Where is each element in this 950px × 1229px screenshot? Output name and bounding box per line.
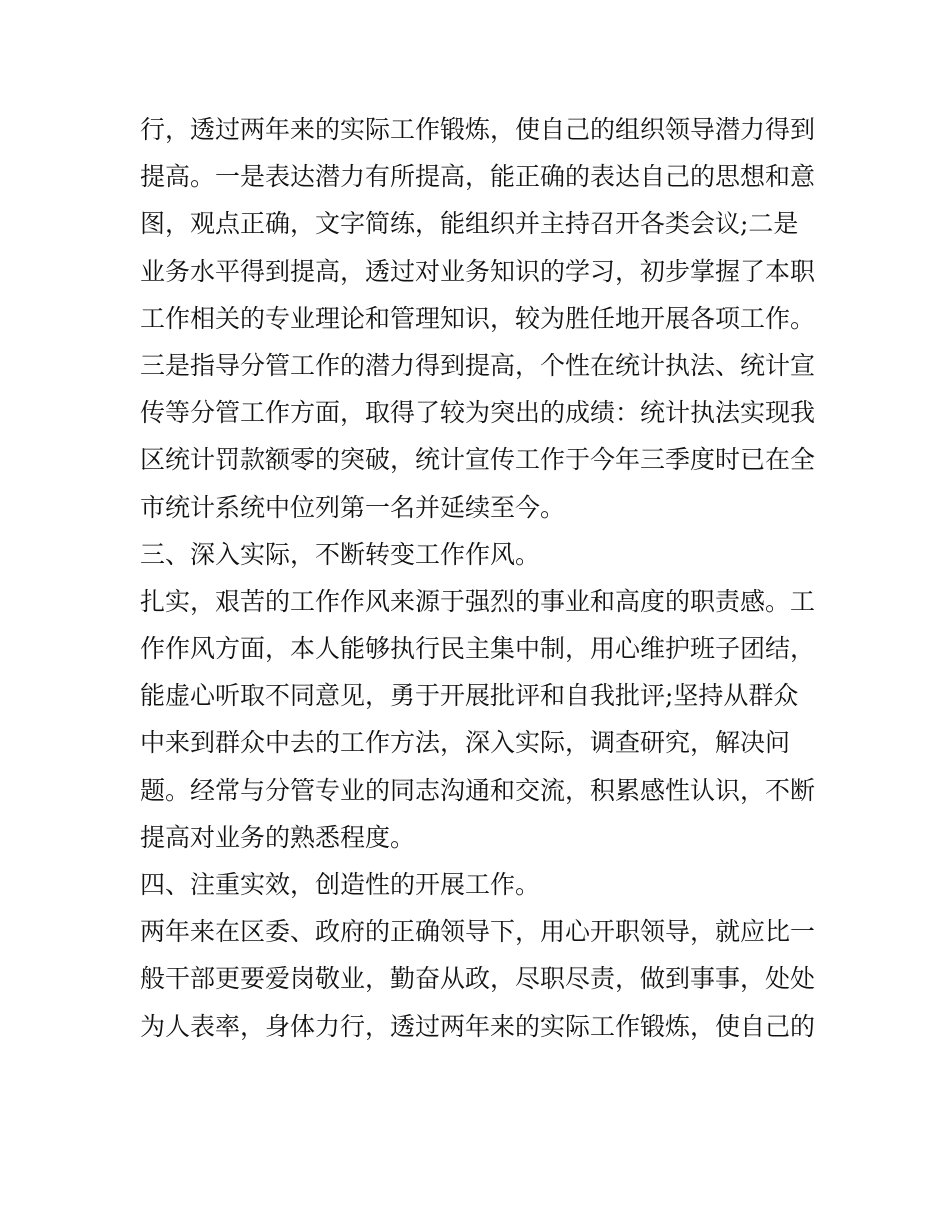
body-line: 提高。一是表达潜力有所提高，能正确的表达自己的思想和意	[140, 162, 816, 192]
body-line: 作作风方面，本人能够执行民主集中制，用心维护班子团结，	[140, 634, 816, 664]
section-heading: 四、注重实效，创造性的开展工作。	[140, 870, 541, 899]
body-line: 工作相关的专业理论和管理知识，较为胜任地开展各项工作。	[140, 303, 816, 333]
body-line: 为人表率，身体力行，透过两年来的实际工作锻炼，使自己的	[140, 1011, 816, 1041]
body-line: 传等分管工作方面，取得了较为突出的成绩：统计执法实现我	[140, 398, 816, 428]
body-line: 三是指导分管工作的潜力得到提高，个性在统计执法、统计宣	[140, 350, 816, 380]
body-line: 区统计罚款额零的突破，统计宣传工作于今年三季度时已在全	[140, 445, 816, 475]
body-line: 能虚心听取不同意见，勇于开展批评和自我批评;坚持从群众	[140, 681, 799, 711]
body-line: 图，观点正确，文字简练，能组织并主持召开各类会议;二是	[140, 209, 799, 239]
body-line: 中来到群众中去的工作方法，深入实际，调查研究，解决问	[140, 728, 791, 758]
body-line: 业务水平得到提高，透过对业务知识的学习，初步掌握了本职	[140, 256, 816, 286]
body-line: 题。经常与分管专业的同志沟通和交流，积累感性认识，不断	[140, 775, 816, 805]
body-line: 提高对业务的熟悉程度。	[140, 822, 416, 852]
body-line: 扎实，艰苦的工作作风来源于强烈的事业和高度的职责感。工	[140, 586, 816, 616]
section-heading: 三、深入实际，不断转变工作作风。	[140, 539, 541, 569]
document-body	[140, 106, 820, 1050]
body-line: 般干部更要爱岗敬业，勤奋从政，尽职尽责，做到事事，处处	[140, 964, 816, 994]
body-line: 市统计系统中位列第一名并延续至今。	[140, 492, 566, 522]
body-line: 行，透过两年来的实际工作锻炼，使自己的组织领导潜力得到	[140, 115, 816, 144]
body-line: 两年来在区委、政府的正确领导下，用心开职领导，就应比一	[140, 917, 816, 947]
